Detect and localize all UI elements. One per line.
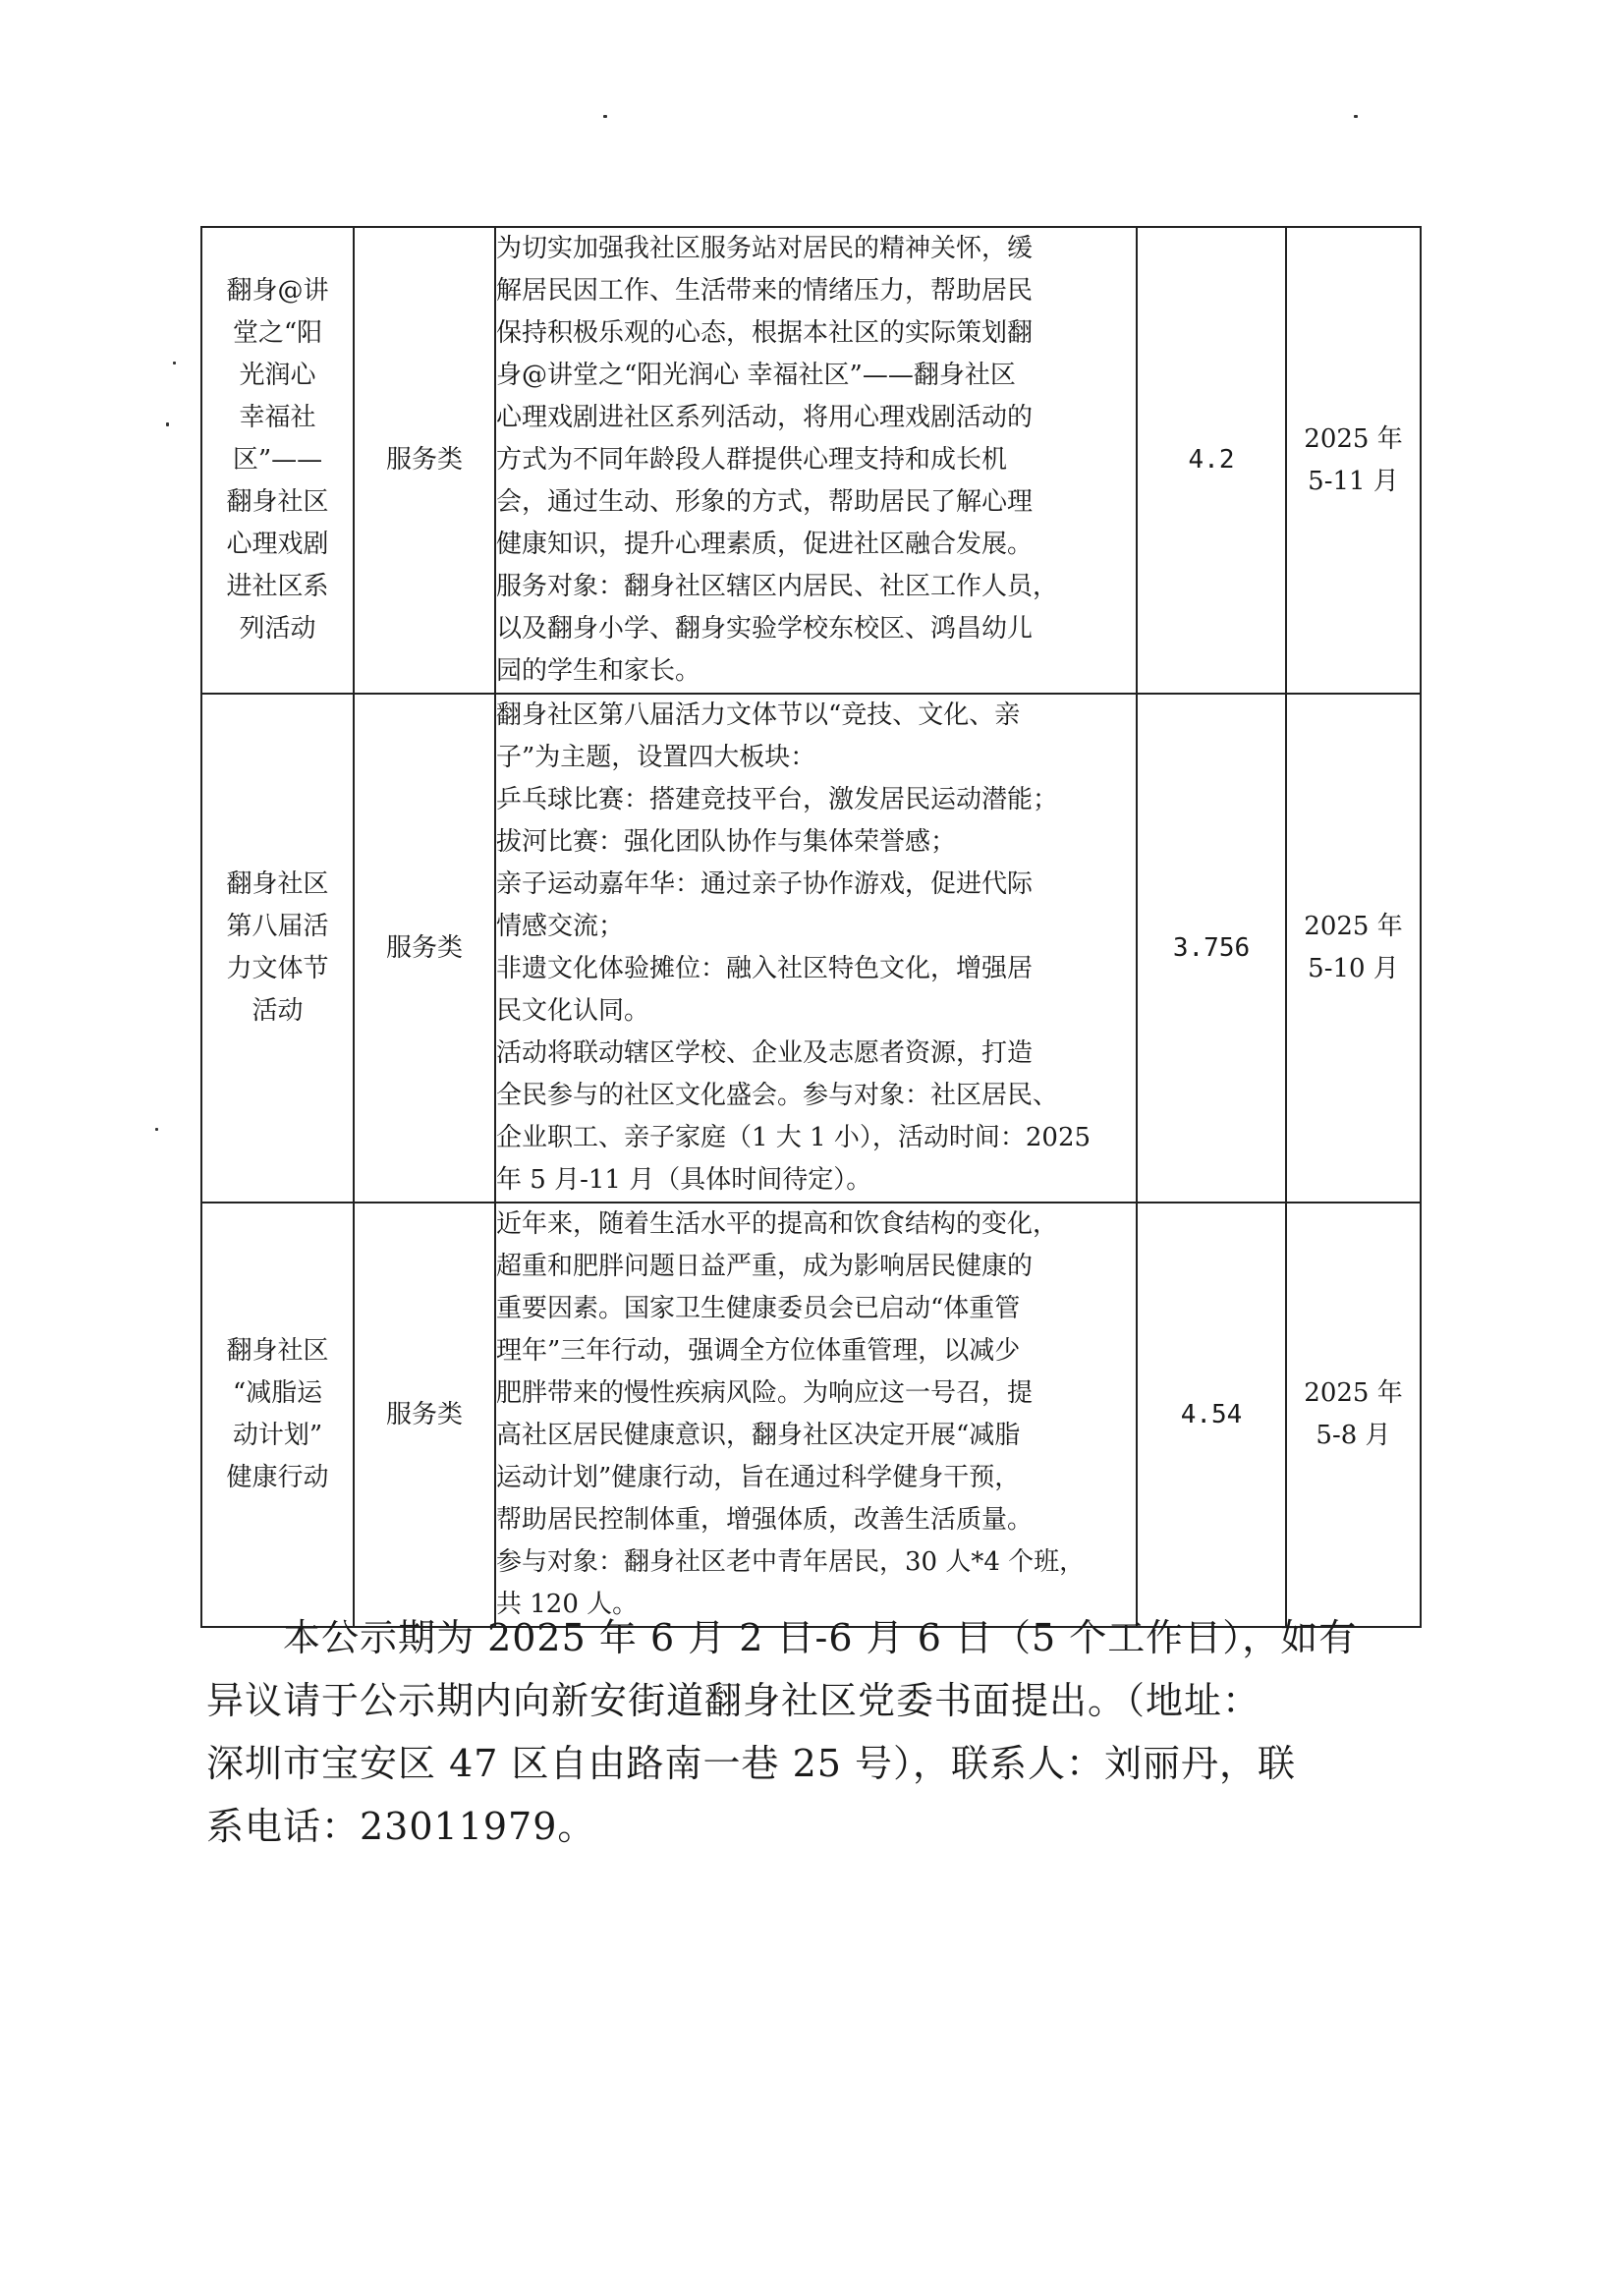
notice-line: 深圳市宝安区 47 区自由路南一巷 25 号），联系人：刘丽丹，联 <box>206 1742 1297 1785</box>
description-line: 子”为主题，设置四大板块： <box>496 743 816 772</box>
description-line: 方式为不同年龄段人群提供心理支持和成长机 <box>496 445 1008 475</box>
project-name-line: 翻身社区 <box>226 487 329 517</box>
description-line: 园的学生和家长。 <box>496 656 701 686</box>
description-line: 乒乓球比赛：搭建竞技平台，激发居民运动潜能； <box>496 785 1059 814</box>
project-name-line: 列活动 <box>239 614 316 644</box>
table-row <box>201 1203 1421 1627</box>
description-cell <box>495 227 1137 694</box>
description-cell <box>495 694 1137 1203</box>
description-line: 共 120 人。 <box>496 1590 639 1619</box>
project-name-line: 翻身社区 <box>226 1336 329 1366</box>
project-name-line: 幸福社 <box>239 403 316 432</box>
description-line: 情感交流； <box>496 912 625 941</box>
description-line: 理年”三年行动，强调全方位体重管理，以减少 <box>496 1336 1021 1366</box>
project-name-cell <box>201 694 354 1203</box>
description-line: 民文化认同。 <box>496 996 650 1026</box>
date-cell <box>1286 227 1421 694</box>
project-name-line: 第八届活 <box>226 912 329 941</box>
date-year: 2025 年 <box>1304 1378 1403 1408</box>
description-line: 拔河比赛：强化团队协作与集体荣誉感； <box>496 827 957 857</box>
date-months: 5-11 月 <box>1308 466 1399 496</box>
description-line: 解居民因工作、生活带来的情绪压力，帮助居民 <box>496 276 1034 306</box>
scan-speck <box>155 1128 158 1131</box>
description-line: 活动将联动辖区学校、企业及志愿者资源，打造 <box>496 1038 1034 1068</box>
date-months: 5-10 月 <box>1308 954 1399 983</box>
description-line: 非遗文化体验摊位：融入社区特色文化，增强居 <box>496 954 1034 983</box>
project-name-line: 力文体节 <box>226 954 329 983</box>
project-name-line: 光润心 <box>239 361 316 390</box>
description-line: 服务对象：翻身社区辖区内居民、社区工作人员， <box>496 572 1059 601</box>
description-line: 重要因素。国家卫生健康委员会已启动“体重管 <box>496 1294 1021 1323</box>
activity-table <box>200 226 1422 1628</box>
project-name-line: 区”—— <box>232 445 323 475</box>
funding-cell: 4.2 <box>1137 227 1286 694</box>
project-name-cell <box>201 1203 354 1627</box>
description-line: 亲子运动嘉年华：通过亲子协作游戏，促进代际 <box>496 869 1034 899</box>
category-cell: 服务类 <box>354 694 495 1203</box>
funding-cell: 4.54 <box>1137 1203 1286 1627</box>
description-line: 企业职工、亲子家庭（1 大 1 小），活动时间：2025 <box>496 1123 1092 1152</box>
description-line: 高社区居民健康意识，翻身社区决定开展“减脂 <box>496 1421 1021 1450</box>
description-line: 会，通过生动、形象的方式，帮助居民了解心理 <box>496 487 1034 517</box>
description-line: 近年来，随着生活水平的提高和饮食结构的变化， <box>496 1209 1059 1239</box>
scan-speck <box>166 422 169 426</box>
project-name-line: 翻身@讲 <box>226 276 329 306</box>
publicity-notice <box>206 1606 1425 1858</box>
project-name-line: 进社区系 <box>226 572 329 601</box>
description-line: 参与对象：翻身社区老中青年居民，30 人*4 个班， <box>496 1547 1086 1577</box>
date-year: 2025 年 <box>1304 423 1403 454</box>
project-name-line: 健康行动 <box>226 1463 329 1492</box>
project-name-line: 动计划” <box>232 1421 323 1450</box>
description-line: 帮助居民控制体重，增强体质，改善生活质量。 <box>496 1505 1034 1535</box>
description-line: 以及翻身小学、翻身实验学校东校区、鸿昌幼儿 <box>496 614 1034 644</box>
description-line: 肥胖带来的慢性疾病风险。为响应这一号召，提 <box>496 1378 1034 1408</box>
project-name-line: 活动 <box>252 996 304 1026</box>
scan-speck <box>603 115 607 118</box>
description-line: 健康知识，提升心理素质，促进社区融合发展。 <box>496 530 1034 559</box>
description-line: 心理戏剧进社区系列活动，将用心理戏剧活动的 <box>496 403 1034 432</box>
description-line: 保持积极乐观的心态，根据本社区的实际策划翻 <box>496 318 1034 348</box>
date-year: 2025 年 <box>1304 912 1403 941</box>
notice-line: 本公示期为 2025 年 6 月 2 日-6 月 6 日（5 个工作日），如有 <box>283 1616 1358 1659</box>
project-name-line: 翻身社区 <box>226 869 329 899</box>
scan-speck <box>173 362 176 364</box>
category-cell: 服务类 <box>354 1203 495 1627</box>
project-name-line: “减脂运 <box>232 1378 323 1408</box>
description-line: 年 5 月-11 月（具体时间待定）。 <box>496 1165 872 1195</box>
date-months: 5-8 月 <box>1316 1421 1391 1450</box>
project-name-line: 堂之“阳 <box>232 318 323 348</box>
table-row <box>201 694 1421 1203</box>
category-cell: 服务类 <box>354 227 495 694</box>
funding-cell: 3.756 <box>1137 694 1286 1203</box>
description-line: 全民参与的社区文化盛会。参与对象：社区居民、 <box>496 1081 1059 1110</box>
description-line: 身@讲堂之“阳光润心 幸福社区”——翻身社区 <box>496 361 1016 390</box>
project-name-line: 心理戏剧 <box>226 530 329 559</box>
notice-line: 系电话：23011979。 <box>206 1805 596 1848</box>
description-line: 超重和肥胖问题日益严重，成为影响居民健康的 <box>496 1252 1034 1281</box>
notice-line: 异议请于公示期内向新安街道翻身社区党委书面提出。（地址： <box>206 1679 1261 1722</box>
date-cell <box>1286 1203 1421 1627</box>
project-name-cell <box>201 227 354 694</box>
description-line: 运动计划”健康行动，旨在通过科学健身干预， <box>496 1463 1021 1492</box>
scan-speck <box>1354 115 1358 118</box>
description-line: 为切实加强我社区服务站对居民的精神关怀，缓 <box>496 234 1034 263</box>
table-row <box>201 227 1421 694</box>
description-line: 翻身社区第八届活力文体节以“竞技、文化、亲 <box>496 700 1021 730</box>
date-cell <box>1286 694 1421 1203</box>
description-cell <box>495 1203 1137 1627</box>
